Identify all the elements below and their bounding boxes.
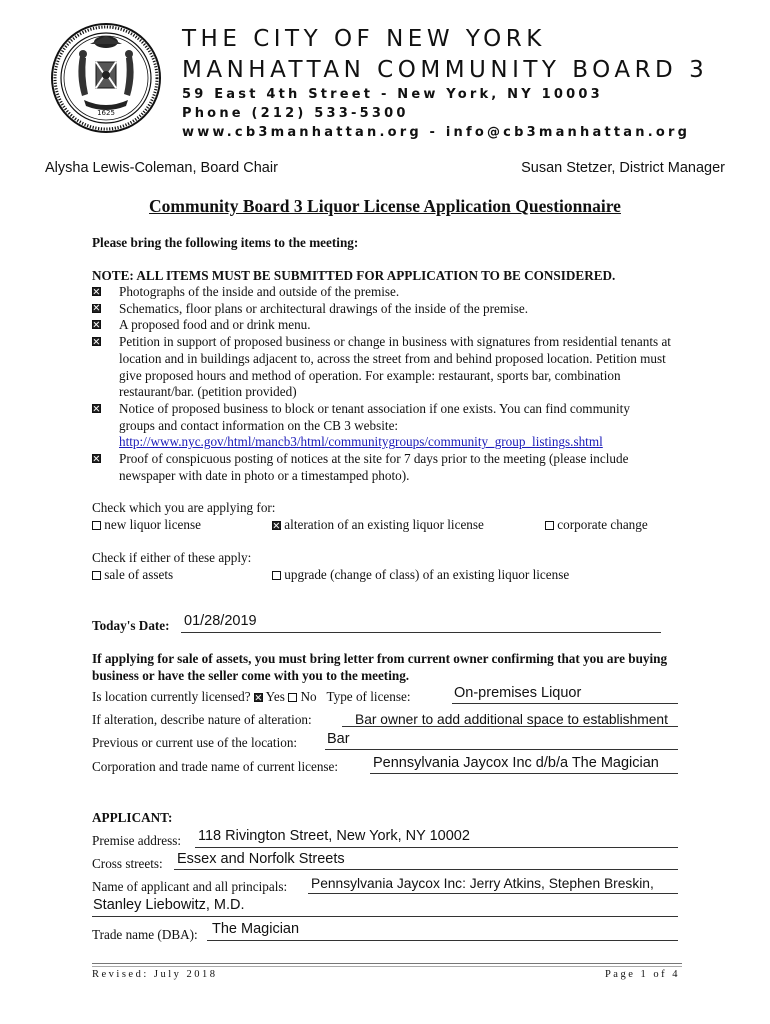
header-address: 59 East 4th Street - New York, NY 10003 [182,87,603,102]
checked-box-icon[interactable] [92,320,101,329]
alteration-field[interactable]: Bar owner to add additional space to establishment [355,712,668,727]
header-web: www.cb3manhattan.org - info@cb3manhattan.org [182,125,691,140]
list-item: Schematics, floor plans or architectural drawings of the inside of the premise. [92,301,692,318]
applicant-name-underline [308,893,678,894]
footer-rule-2 [92,966,682,967]
dba-label: Trade name (DBA): [92,927,198,942]
list-item: Petition in support of proposed business or change in business with signatures from residential tenants at location and in buildings adjacent to, across the street from and behind proposed location. Petition must give proposed hours and method of operation. For example: restaurant, sports bar, combination restaurant/bar. (petition provided) [92,334,675,401]
list-item: Photographs of the inside and outside of the premise. [92,284,692,301]
sale-of-assets-option[interactable]: sale of assets [92,567,173,584]
revised-date: Revised: July 2018 [92,969,218,980]
list-item: Proof of conspicuous posting of notices at the site for 7 days prior to the meeting (please include newspaper with date in photo or a timestamped photo). [92,451,649,484]
licensed-row: Is location currently licensed? Yes No Type of license: [92,689,411,704]
bring-items-heading: Please bring the following items to the meeting: [92,235,359,250]
cross-streets-label: Cross streets: [92,856,163,871]
cross-streets-field[interactable]: Essex and Norfolk Streets [177,851,345,867]
alteration-option[interactable]: alteration of an existing liquor license [272,517,484,534]
corporation-label: Corporation and trade name of current license: [92,759,339,774]
dba-underline [207,940,678,941]
form-title: Community Board 3 Liquor License Application Questionnaire [149,196,621,216]
board-chair: Alysha Lewis-Coleman, Board Chair [45,160,278,176]
applicant-name-field[interactable]: Pennsylvania Jaycox Inc: Jerry Atkins, Stephen Breskin, [311,876,654,891]
previous-use-field[interactable]: Bar [327,731,350,747]
checkbox-icon[interactable] [92,571,101,580]
premise-label: Premise address: [92,833,181,848]
either-prompt: Check if either of these apply: [92,550,252,565]
dba-field[interactable]: The Magician [212,921,300,937]
page-number: Page 1 of 4 [604,969,680,980]
applicant-name-label: Name of applicant and all principals: [92,879,288,894]
checked-box-icon[interactable] [272,521,281,530]
apply-for-prompt: Check which you are applying for: [92,500,276,515]
premise-underline [195,847,678,848]
note-heading: NOTE: ALL ITEMS MUST BE SUBMITTED FOR APPLICATION TO BE CONSIDERED. [92,268,616,283]
seal-year: 1625 [97,109,115,117]
upgrade-option[interactable]: upgrade (change of class) of an existing liquor license [272,567,569,584]
required-items-list [92,284,692,484]
applicant-name-underline-2 [92,916,678,917]
header-board: MANHATTAN COMMUNITY BOARD 3 [182,57,709,83]
cross-streets-underline [174,869,678,870]
checked-box-icon[interactable] [92,304,101,313]
date-underline [181,632,661,633]
city-seal [50,22,162,134]
no-checkbox[interactable] [288,693,297,702]
checked-box-icon[interactable] [92,337,101,346]
new-license-option[interactable]: new liquor license [92,517,201,534]
header-city: THE CITY OF NEW YORK [182,26,546,52]
footer-rule [92,963,682,964]
previous-use-underline [325,749,678,750]
premise-field[interactable]: 118 Rivington Street, New York, NY 10002 [198,828,470,844]
alteration-label: If alteration, describe nature of alteration: [92,712,312,727]
date-label: Today's Date: [92,618,170,633]
list-item: Notice of proposed business to block or tenant association if one exists. You can find community groups and contact information on the CB 3 website: http://www.nyc.gov/html/mancb3/html/communitygroups/community_group_listings.shtml [92,401,639,451]
checked-box-icon[interactable] [92,404,101,413]
sale-note: If applying for sale of assets, you must bring letter from current owner confirming that you are buying business or have the seller come with you to the meeting. [92,651,668,683]
applicant-heading: APPLICANT: [92,810,173,825]
checkbox-icon[interactable] [92,521,101,530]
yes-checkbox[interactable] [254,693,263,702]
checked-box-icon[interactable] [92,287,101,296]
corporation-underline [370,773,678,774]
checkbox-icon[interactable] [545,521,554,530]
checkbox-icon[interactable] [272,571,281,580]
date-field[interactable]: 01/28/2019 [184,613,257,629]
license-type-field[interactable]: On-premises Liquor [454,685,582,701]
community-groups-link[interactable]: http://www.nyc.gov/html/mancb3/html/communitygroups/community_group_listings.shtml [119,434,603,450]
corporate-change-option[interactable]: corporate change [545,517,648,534]
applicant-name-field-2[interactable]: Stanley Liebowitz, M.D. [93,897,245,913]
list-item: A proposed food and or drink menu. [92,317,692,334]
previous-use-label: Previous or current use of the location: [92,735,298,750]
header-phone: Phone (212) 533-5300 [182,106,409,121]
district-manager: Susan Stetzer, District Manager [521,160,725,176]
license-type-underline [452,703,678,704]
corporation-field[interactable]: Pennsylvania Jaycox Inc d/b/a The Magician [373,755,659,771]
checked-box-icon[interactable] [92,454,101,463]
